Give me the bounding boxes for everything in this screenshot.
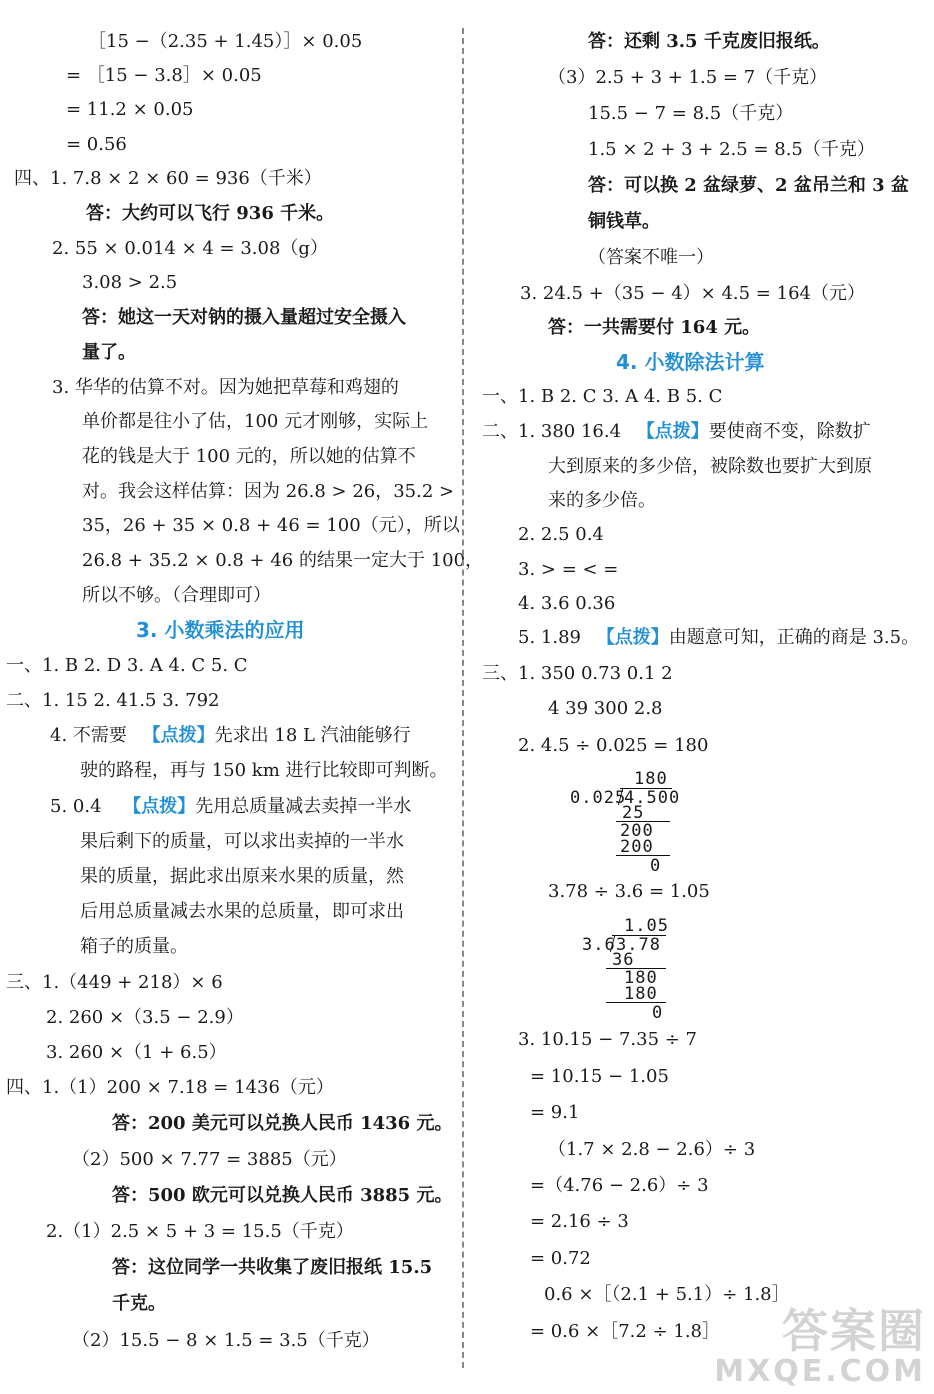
r-q3-step-c: 1.5 × 2 + 3 + 2.5 = 8.5（千克） xyxy=(588,139,875,160)
ld1-step-1: 25 xyxy=(622,803,645,823)
s4-q3-line-f: 26.8 + 35.2 × 0.8 + 46 的结果一定大于 100， xyxy=(82,550,484,571)
s4-q3-line-c: 花的钱是大于 100 元的，所以她的估算不 xyxy=(82,446,416,467)
ld2-divisor: 3.6 xyxy=(582,935,616,955)
ld1-rule-2 xyxy=(616,855,670,856)
ld1-step-2: 200 xyxy=(620,821,654,841)
part3-q1: 三、1.（449 + 218）× 6 xyxy=(6,972,223,993)
calc-line-1: ［15 −（2.35 + 1.45）］× 0.05 xyxy=(88,31,363,52)
s4b-part2-q1-number: 二、1. 380 16.4 xyxy=(482,421,622,442)
calc-line-3: = 11.2 × 0.05 xyxy=(66,99,194,120)
ld1-step-3: 200 xyxy=(620,837,654,857)
part2-q5-line-b: 果后剩下的质量，可以求出卖掉的一半水 xyxy=(80,831,404,852)
s4b-part2-q1-line-b: 大到原来的多少倍，被除数也要扩大到原 xyxy=(548,456,872,477)
s4b-part2-q1-line-c: 来的多少倍。 xyxy=(548,490,656,511)
part4-q1-2: （2）500 × 7.77 = 3885（元） xyxy=(72,1149,347,1170)
hint-badge: 【点拨】 xyxy=(636,421,709,442)
ld2-step-1: 36 xyxy=(612,950,635,970)
s4b-part2-q1-hint: 要使商不变，除数扩 xyxy=(708,421,871,442)
s4b-part3-q2-b: 3.78 ÷ 3.6 = 1.05 xyxy=(548,881,710,902)
r-answer-remaining: 答：还剩 3.5 千克废旧报纸。 xyxy=(588,31,830,52)
s4b-part3-q3-d: （1.7 × 2.8 − 2.6）÷ 3 xyxy=(548,1139,756,1160)
r-q3-note: （答案不唯一） xyxy=(588,247,714,268)
part4-q1-1-answer: 答：200 美元可以兑换人民币 1436 元。 xyxy=(112,1113,453,1134)
s4b-part1-choices: 一、1. B 2. C 3. A 4. B 5. C xyxy=(482,386,723,407)
s4b-part2-q5 xyxy=(518,626,919,650)
part2-q4-hint: 先求出 18 L 汽油能够行 xyxy=(214,725,411,746)
s4-q1-answer: 答：大约可以飞行 936 千米。 xyxy=(86,203,335,224)
r-q3: （3）2.5 + 3 + 1.5 = 7（千克） xyxy=(548,67,828,88)
part4-q2-2: （2）15.5 − 8 × 1.5 = 3.5（千克） xyxy=(72,1330,380,1351)
s4-q3-line-g: 所以不够。（合理即可） xyxy=(82,585,271,606)
s4b-part3-q2: 2. 4.5 ÷ 0.025 = 180 xyxy=(518,735,709,756)
part4-q2-1: 2.（1）2.5 × 5 + 3 = 15.5（千克） xyxy=(46,1221,354,1242)
ld2-dividend: 3.78 xyxy=(616,935,661,955)
s4-q2: 2. 55 × 0.014 × 4 = 3.08（g） xyxy=(52,238,328,259)
s4b-part2-q3: 3. > = < = xyxy=(518,559,619,580)
s4b-part3-q3-f: = 2.16 ÷ 3 xyxy=(530,1211,629,1232)
s4b-part3-q1: 三、1. 350 0.73 0.1 2 xyxy=(482,663,673,684)
ld1-quotient: 180 xyxy=(634,769,668,789)
part2-q5 xyxy=(50,795,411,819)
part4-q1-2-answer: 答：500 欧元可以兑换人民币 3885 元。 xyxy=(112,1185,453,1206)
r-q3-step-b: 15.5 − 7 = 8.5（千克） xyxy=(588,103,794,124)
s4b-part2-q1 xyxy=(482,420,871,444)
r-q3-answer-b: 铜钱草。 xyxy=(588,211,660,232)
s4b-part2-q5-number: 5. 1.89 xyxy=(518,627,581,648)
part4-q1-1: 四、1.（1）200 × 7.18 = 1436（元） xyxy=(6,1077,334,1098)
hint-badge: 【点拨】 xyxy=(596,627,669,648)
ld1-step-4: 0 xyxy=(650,856,662,876)
part2-q4-number: 4. 不需要 xyxy=(50,725,127,746)
part1-choices: 一、1. B 2. D 3. A 4. C 5. C xyxy=(6,655,248,676)
s4b-part3-q3-e: =（4.76 − 2.6）÷ 3 xyxy=(530,1175,709,1196)
s4b-part3-q1-line-b: 4 39 300 2.8 xyxy=(548,698,663,719)
calc-line-4: = 0.56 xyxy=(66,134,127,155)
s4b-part3-q3-i: = 0.6 ×［7.2 ÷ 1.8］ xyxy=(530,1321,721,1342)
part4-q2-1-answer-b: 千克。 xyxy=(112,1293,166,1314)
s4-q1: 四、1. 7.8 × 2 × 60 = 936（千米） xyxy=(14,168,322,189)
s4-q2-answer-b: 量了。 xyxy=(82,342,136,363)
part2-q5-line-e: 箱子的质量。 xyxy=(80,936,188,957)
ld2-quotient: 1.05 xyxy=(624,916,669,936)
r-q3-answer-a: 答：可以换 2 盆绿萝、2 盆吊兰和 3 盆 xyxy=(588,175,909,196)
s4-q2-compare: 3.08 > 2.5 xyxy=(82,272,178,293)
section-4-title: 4. 小数除法计算 xyxy=(616,350,765,374)
s4-q3-line-e: 35，26 + 35 × 0.8 + 46 = 100（元），所以 xyxy=(82,515,460,536)
column-divider xyxy=(462,28,464,1368)
ld1-dividend: 4.500 xyxy=(624,788,681,808)
hint-badge: 【点拨】 xyxy=(123,796,196,817)
part3-q3: 3. 260 ×（1 + 6.5） xyxy=(46,1042,227,1063)
s4b-part3-q3-h: 0.6 ×［（2.1 + 5.1）÷ 1.8］ xyxy=(544,1284,790,1305)
ld2-step-3: 180 xyxy=(624,984,658,1004)
ld2-step-4: 0 xyxy=(652,1003,664,1023)
s4b-part3-q3-c: = 9.1 xyxy=(530,1102,580,1123)
ld2-step-2: 180 xyxy=(624,968,658,988)
part3-q2: 2. 260 ×（3.5 − 2.9） xyxy=(46,1007,244,1028)
part4-q2-1-answer-a: 答：这位同学一共收集了废旧报纸 15.5 xyxy=(112,1257,433,1278)
hint-badge: 【点拨】 xyxy=(142,725,215,746)
part2-q1-3: 二、1. 15 2. 41.5 3. 792 xyxy=(6,690,220,711)
watermark-logo xyxy=(714,1306,926,1388)
calc-line-2: = ［15 − 3.8］× 0.05 xyxy=(66,65,262,86)
part2-q5-line-c: 果的质量，据此求出原来水果的质量，然 xyxy=(80,866,404,887)
part2-q5-line-d: 后用总质量减去水果的总质量，即可求出 xyxy=(80,901,404,922)
s4-q3-line-d: 对。我会这样估算：因为 26.8 > 26，35.2 > xyxy=(82,481,455,502)
s4b-part2-q2: 2. 2.5 0.4 xyxy=(518,524,604,545)
s4-q2-answer-a: 答：她这一天对钠的摄入量超过安全摄入 xyxy=(82,307,406,328)
s4b-part3-q3-g: = 0.72 xyxy=(530,1248,591,1269)
s4b-part2-q5-hint: 由题意可知，正确的商是 3.5。 xyxy=(668,627,920,648)
watermark-line-2: MXQE.COM xyxy=(714,1354,926,1389)
r-q-3: 3. 24.5 +（35 − 4）× 4.5 = 164（元） xyxy=(520,283,865,304)
s4-q3-line-b: 单价都是往小了估，100 元才刚够，实际上 xyxy=(82,411,429,432)
r-q-3-answer: 答：一共需要付 164 元。 xyxy=(548,317,761,338)
part2-q4 xyxy=(50,724,411,748)
s4b-part3-q3: 3. 10.15 − 7.35 ÷ 7 xyxy=(518,1029,698,1050)
part2-q4-line-b: 驶的路程，再与 150 km 进行比较即可判断。 xyxy=(80,760,448,781)
ld1-divisor: 0.025 xyxy=(570,788,627,808)
part2-q5-hint: 先用总质量减去卖掉一半水 xyxy=(195,796,412,817)
s4-q3-line-a: 3. 华华的估算不对。因为她把草莓和鸡翅的 xyxy=(52,377,399,398)
s4b-part2-q4: 4. 3.6 0.36 xyxy=(518,593,616,614)
s4b-part3-q3-b: = 10.15 − 1.05 xyxy=(530,1066,669,1087)
part2-q5-number: 5. 0.4 xyxy=(50,796,102,817)
watermark-line-1: 答案圈 xyxy=(782,1304,926,1358)
section-3-title: 3. 小数乘法的应用 xyxy=(136,618,305,642)
